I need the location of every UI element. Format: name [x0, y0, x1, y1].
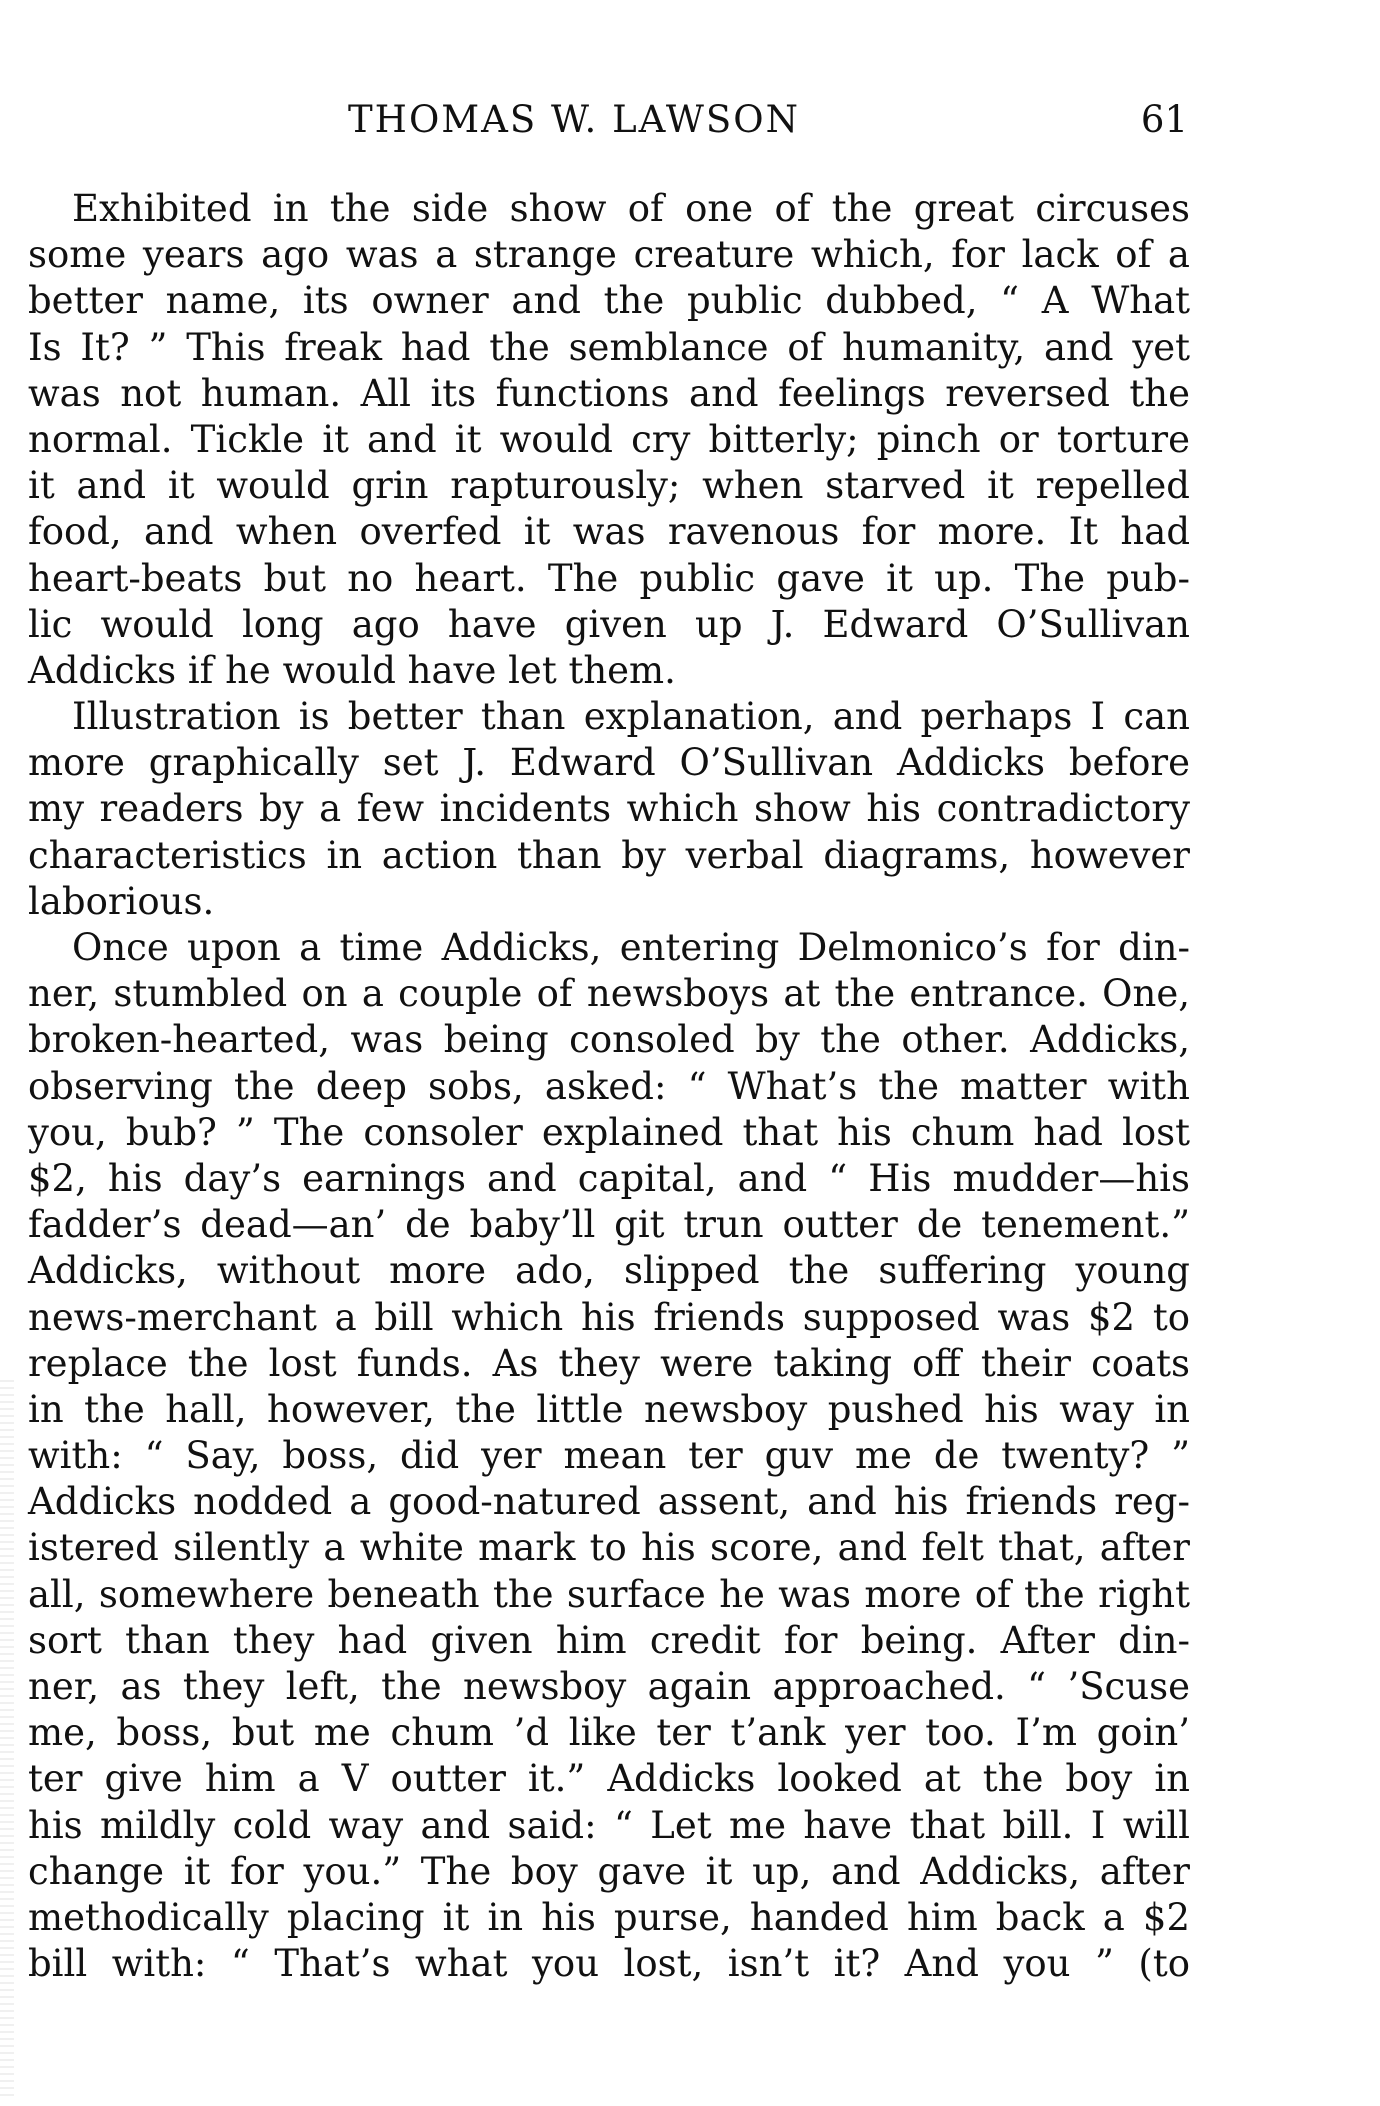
text-line: with: “ Say, boss, did yer mean ter guv me de twenty? ”	[28, 1434, 1190, 1478]
paragraph-2	[28, 694, 1190, 925]
text-line: his mildly cold way and said: “ Let me have that bill. I will	[28, 1803, 1190, 1847]
text-line: broken-hearted, was being consoled by the other. Addicks,	[28, 1018, 1190, 1062]
text-line: methodically placing it in his purse, handed him back a $2	[28, 1895, 1190, 1939]
text-line: observing the deep sobs, asked: “ What’s the matter with	[28, 1064, 1190, 1108]
text-line: Once upon a time Addicks, entering Delmonico’s for din-	[72, 926, 1190, 969]
running-head: THOMAS W. LAWSON	[348, 98, 800, 141]
text-line: some years ago was a strange creature which, for lack of a	[28, 233, 1190, 277]
text-line: sort than they had given him credit for being. After din-	[28, 1618, 1190, 1662]
body-text	[28, 186, 1190, 1987]
page-header	[28, 92, 1188, 148]
text-line: istered silently a white mark to his score, and felt that, after	[28, 1526, 1190, 1570]
text-line: bill with: “ That’s what you lost, isn’t it? And you ” (to	[28, 1942, 1190, 1986]
text-line: more graphically set J. Edward O’Sullivan Addicks before	[28, 741, 1190, 785]
text-line: news-merchant a bill which his friends supposed was $2 to	[28, 1295, 1190, 1339]
text-line: all, somewhere beneath the surface he was more of the right	[28, 1572, 1190, 1616]
text-line: fadder’s dead—an’ de baby’ll git trun outter de tenement.”	[28, 1203, 1190, 1247]
text-line: laborious.	[28, 879, 215, 923]
text-line: ter give him a V outter it.” Addicks looked at the boy in	[28, 1757, 1190, 1801]
text-line: better name, its owner and the public dubbed, “ A What	[28, 279, 1190, 323]
text-line: was not human. All its functions and feelings reversed the	[28, 371, 1190, 415]
paragraph-3	[28, 925, 1190, 1987]
text-line: Addicks if he would have let them.	[28, 648, 676, 692]
text-line: my readers by a few incidents which show his contradictory	[28, 787, 1190, 831]
text-line: ner, stumbled on a couple of newsboys at the entrance. One,	[28, 972, 1190, 1016]
text-line: me, boss, but me chum ’d like ter t’ank yer too. I’m goin’	[28, 1711, 1190, 1755]
text-line: Is It? ” This freak had the semblance of humanity, and yet	[28, 325, 1190, 369]
page-number: 61	[1140, 98, 1188, 141]
text-line: characteristics in action than by verbal diagrams, however	[28, 833, 1190, 877]
text-line: Addicks, without more ado, slipped the suffering young	[28, 1249, 1190, 1293]
text-line: Illustration is better than explanation, and perhaps I can	[72, 695, 1190, 739]
text-line: it and it would grin rapturously; when starved it repelled	[28, 464, 1190, 508]
text-line: lic would long ago have given up J. Edward O’Sullivan	[28, 602, 1190, 646]
text-line: heart-beats but no heart. The public gave it up. The pub-	[28, 556, 1190, 600]
paragraph-1	[28, 186, 1190, 694]
scan-edge-noise	[0, 1380, 14, 2100]
text-line: Exhibited in the side show of one of the great circuses	[72, 187, 1190, 230]
text-line: $2, his day’s earnings and capital, and “ His mudder—his	[28, 1156, 1190, 1200]
text-line: you, bub? ” The consoler explained that his chum had lost	[28, 1110, 1190, 1154]
text-line: in the hall, however, the little newsboy pushed his way in	[28, 1387, 1190, 1431]
text-line: normal. Tickle it and it would cry bitterly; pinch or torture	[28, 417, 1190, 461]
text-line: food, and when overfed it was ravenous for more. It had	[28, 510, 1190, 554]
text-line: ner, as they left, the newsboy again approached. “ ’Scuse	[28, 1665, 1190, 1708]
text-line: replace the lost funds. As they were taking off their coats	[28, 1341, 1190, 1385]
text-line: change it for you.” The boy gave it up, and Addicks, after	[28, 1849, 1190, 1893]
text-line: Addicks nodded a good-natured assent, and his friends reg-	[28, 1480, 1190, 1524]
